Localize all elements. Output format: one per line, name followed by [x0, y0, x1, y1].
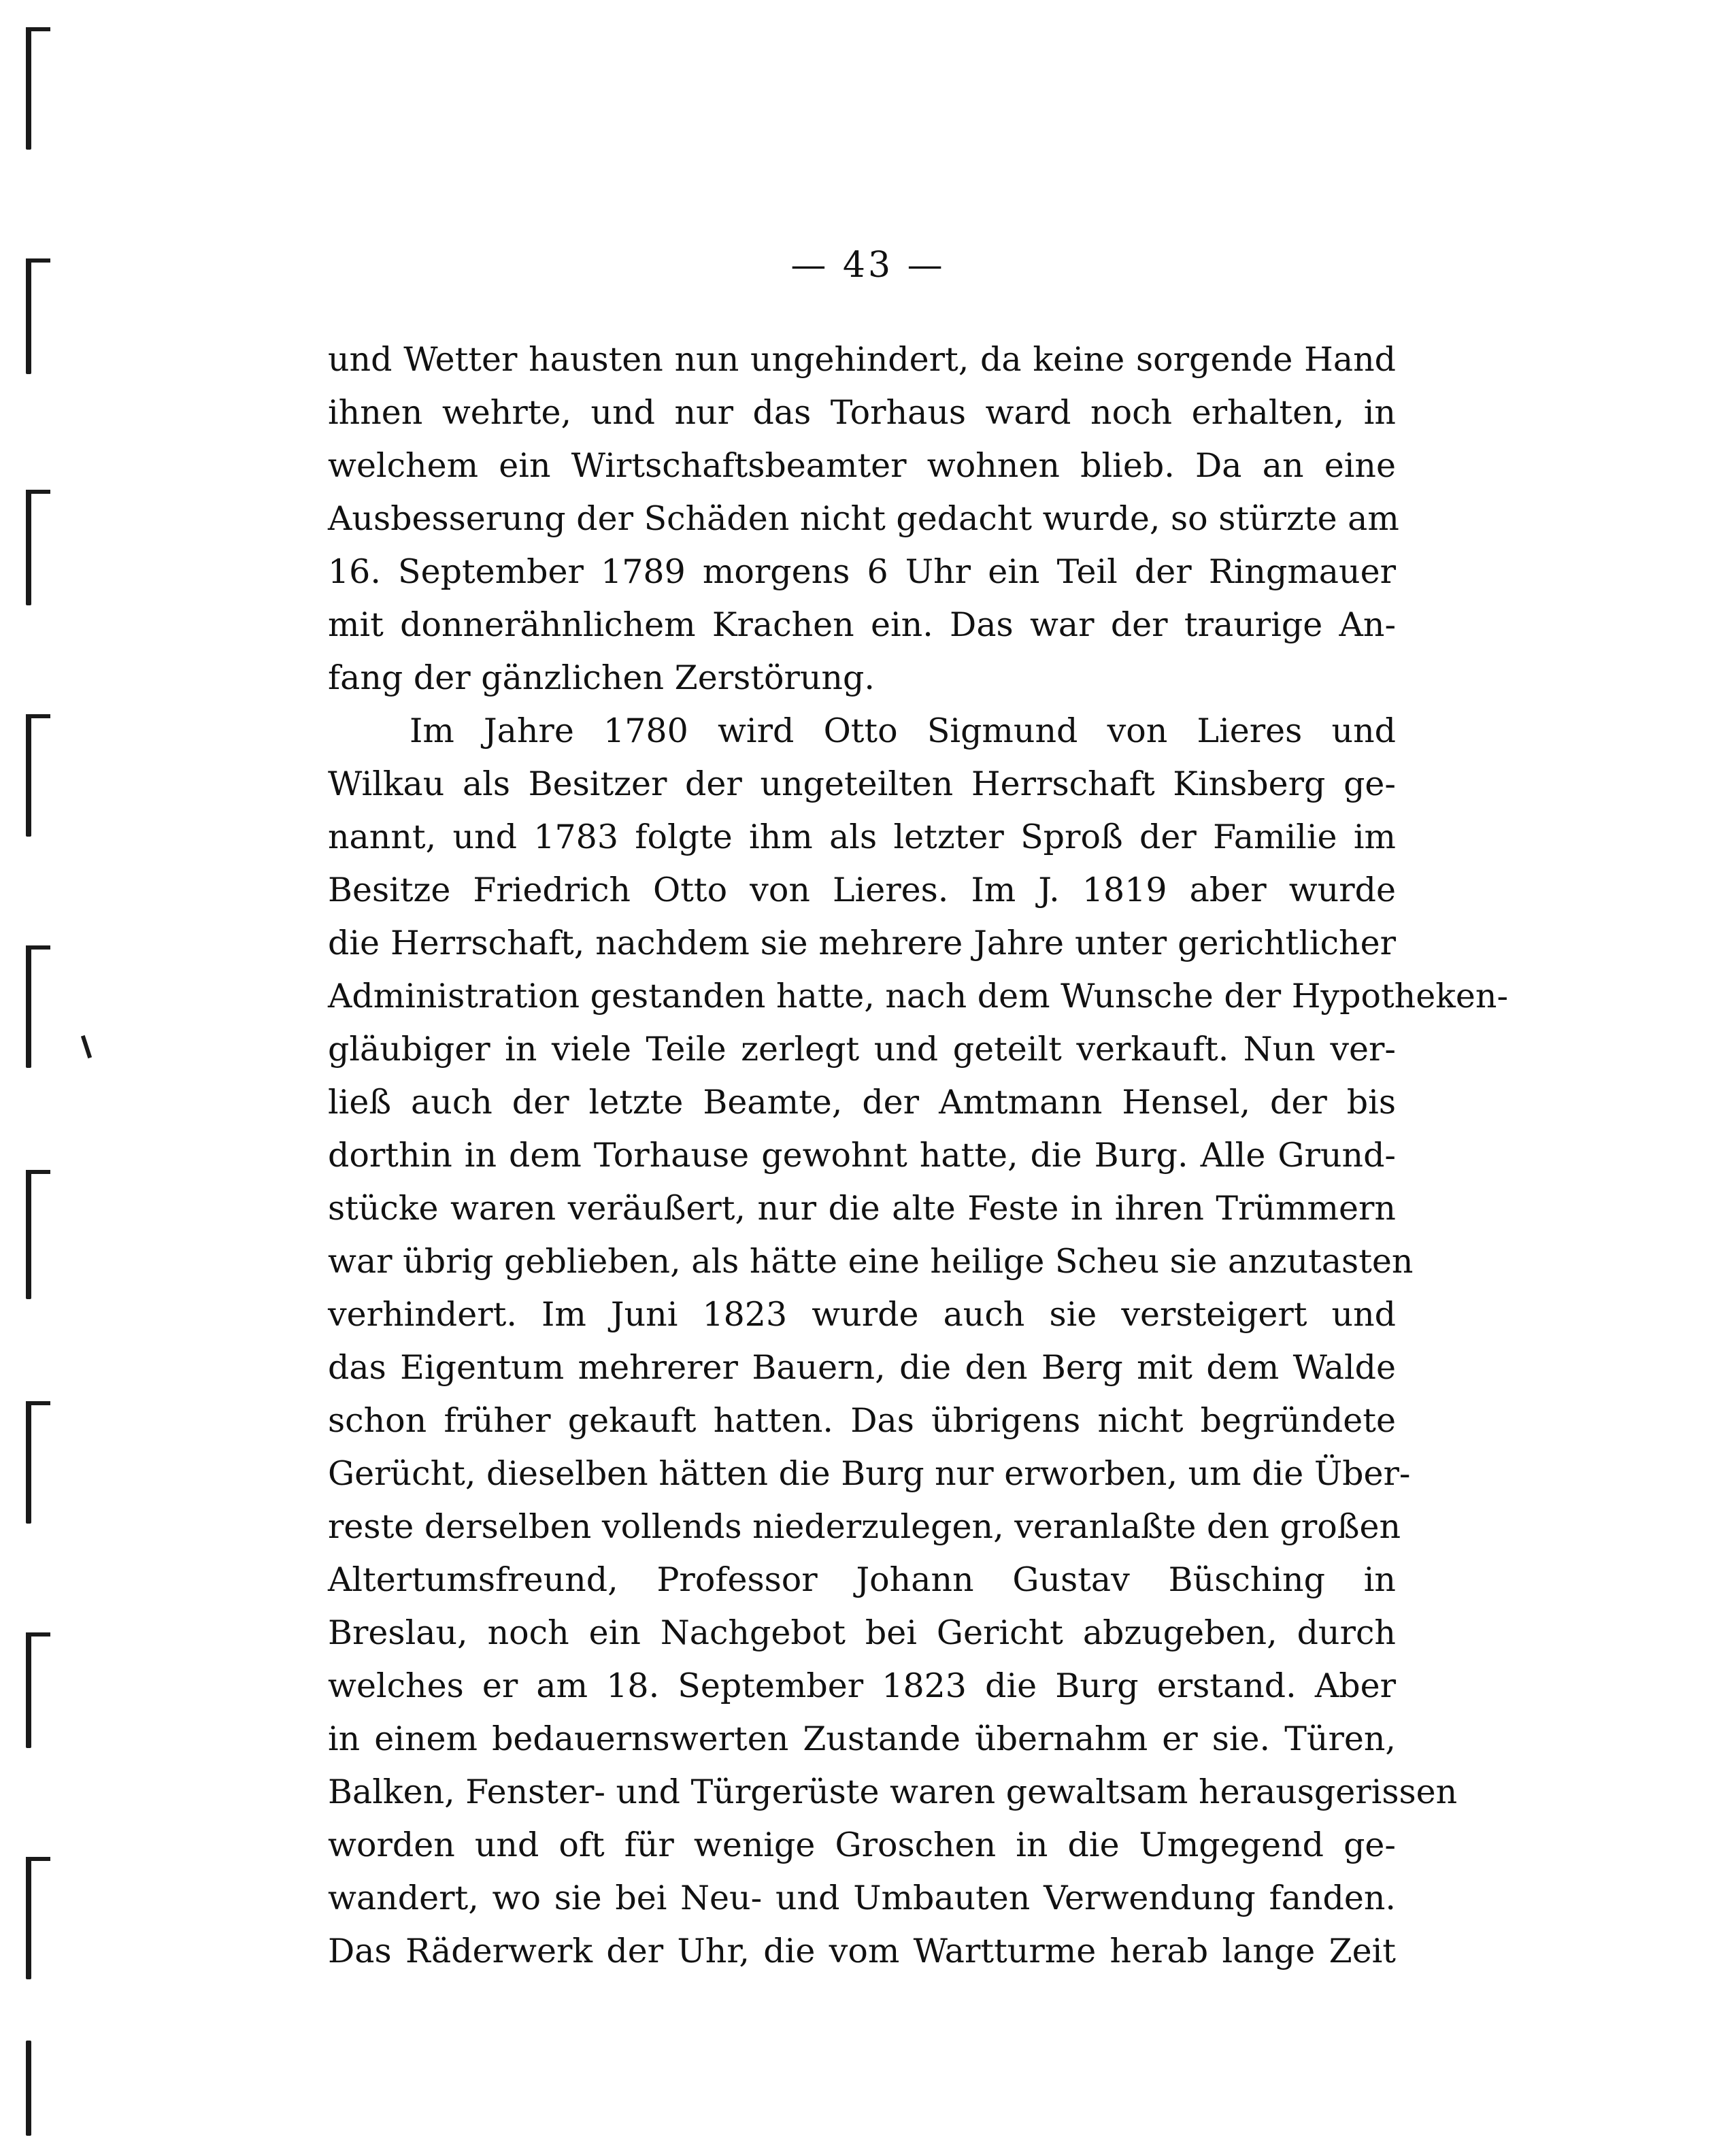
- binding-mark: [26, 1401, 50, 1405]
- binding-mark: [26, 1632, 50, 1637]
- text-line: Balken, Fenster- und Türgerüste waren gewaltsam herausgerissen: [328, 1773, 1458, 1811]
- binding-mark: [26, 490, 31, 605]
- text-line: Ausbesserung der Schäden nicht gedacht wurde, so stürzte am: [328, 499, 1399, 538]
- text-line: 16. September 1789 morgens 6 Uhr ein Teil der Ringmauer: [328, 552, 1396, 591]
- stray-mark: [81, 1035, 92, 1058]
- text-line: ihnen wehrte, und nur das Torhaus ward noch erhalten, in: [328, 393, 1396, 432]
- paragraph: [328, 333, 1399, 705]
- text-line: stücke waren veräußert, nur die alte Feste in ihren Trümmern: [328, 1189, 1396, 1228]
- text-line: verhindert. Im Juni 1823 wurde auch sie versteigert und: [328, 1295, 1396, 1334]
- binding-mark: [26, 1170, 50, 1174]
- text-line: Wilkau als Besitzer der ungeteilten Herrschaft Kinsberg ge-: [328, 765, 1396, 803]
- text-line: Administration gestanden hatte, nach dem Wunsche der Hypotheken-: [328, 977, 1509, 1016]
- text-line: Altertumsfreund, Professor Johann Gustav Büsching in: [328, 1560, 1396, 1599]
- text-line: nannt, und 1783 folgte ihm als letzter Sproß der Familie im: [328, 818, 1396, 856]
- binding-mark: [26, 1857, 50, 1861]
- text-line: welches er am 18. September 1823 die Burg erstand. Aber: [328, 1666, 1396, 1705]
- text-line: die Herrschaft, nachdem sie mehrere Jahre unter gerichtlicher: [328, 924, 1396, 962]
- text-line: Im Jahre 1780 wird Otto Sigmund von Lieres und: [410, 711, 1396, 750]
- text-line: gläubiger in viele Teile zerlegt und geteilt verkauft. Nun ver-: [328, 1030, 1396, 1069]
- text-line: ließ auch der letzte Beamte, der Amtmann Hensel, der bis: [328, 1083, 1396, 1122]
- text-line: wandert, wo sie bei Neu- und Umbauten Verwendung fanden.: [328, 1879, 1396, 1917]
- binding-mark: [26, 945, 31, 1068]
- text-line: worden und oft für wenige Groschen in die Umgegend ge-: [328, 1826, 1396, 1864]
- text-line: dorthin in dem Torhause gewohnt hatte, die Burg. Alle Grund-: [328, 1136, 1396, 1175]
- binding-mark: [26, 2041, 31, 2136]
- binding-mark: [26, 1632, 31, 1748]
- text-line: mit donnerähnlichem Krachen ein. Das war der traurige An-: [328, 605, 1396, 644]
- text-line: Breslau, noch ein Nachgebot bei Gericht abzugeben, durch: [328, 1613, 1396, 1652]
- text-line: schon früher gekauft hatten. Das übrigens nicht begründete: [328, 1401, 1396, 1440]
- text-line: fang der gänzlichen Zerstörung.: [328, 658, 875, 697]
- page-number: — 43 —: [790, 245, 946, 286]
- body-text: [328, 333, 1509, 1978]
- paragraph: [328, 705, 1509, 1978]
- binding-mark: [26, 1170, 31, 1299]
- text-line: in einem bedauernswerten Zustande übernahm er sie. Türen,: [328, 1719, 1396, 1758]
- binding-mark: [26, 714, 31, 837]
- binding-mark: [26, 1857, 31, 1979]
- binding-mark: [26, 714, 50, 718]
- text-line: welchem ein Wirtschaftsbeamter wohnen blieb. Da an eine: [328, 446, 1396, 485]
- binding-mark: [26, 27, 31, 150]
- text-line: das Eigentum mehrerer Bauern, die den Berg mit dem Walde: [328, 1348, 1396, 1387]
- text-line: und Wetter hausten nun ungehindert, da keine sorgende Hand: [328, 340, 1396, 379]
- text-line: war übrig geblieben, als hätte eine heilige Scheu sie anzutasten: [328, 1242, 1414, 1281]
- binding-mark: [26, 945, 50, 950]
- binding-mark: [26, 490, 50, 494]
- text-line: reste derselben vollends niederzulegen, veranlaßte den großen: [328, 1507, 1401, 1546]
- binding-mark: [26, 27, 50, 31]
- binding-mark: [26, 1401, 31, 1524]
- text-line: Das Räderwerk der Uhr, die vom Wartturme herab lange Zeit: [328, 1932, 1396, 1970]
- text-line: Besitze Friedrich Otto von Lieres. Im J. 1819 aber wurde: [328, 871, 1396, 909]
- text-line: Gerücht, dieselben hätten die Burg nur erworben, um die Über-: [328, 1454, 1411, 1493]
